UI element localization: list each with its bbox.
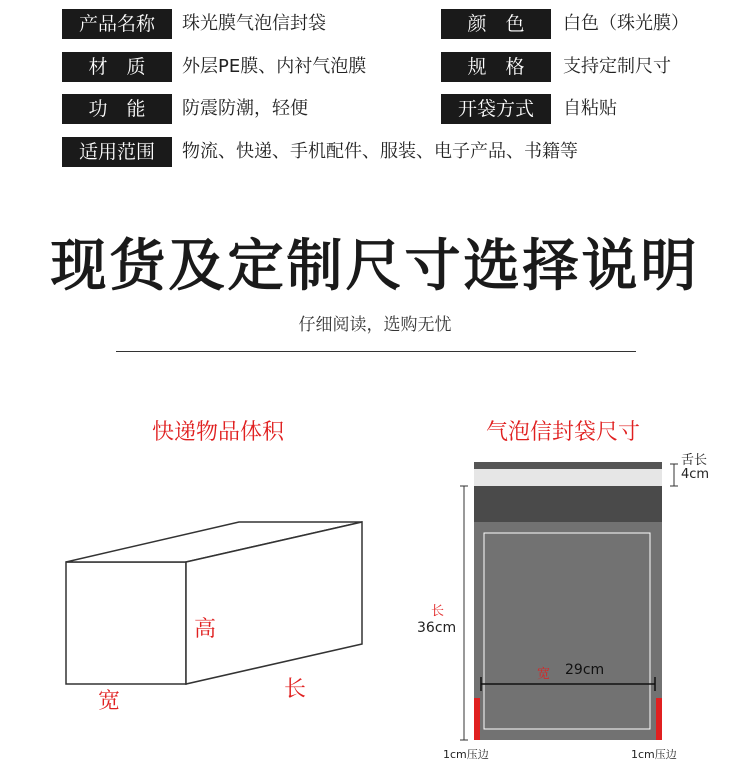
seam-left-label: 1cm压边 bbox=[443, 748, 489, 761]
box-width-label: 宽 bbox=[98, 689, 121, 714]
bag-section-title: 气泡信封袋尺寸 bbox=[486, 420, 641, 445]
seam-mark-left bbox=[474, 698, 480, 740]
spec-value-scope: 物流、快递、手机配件、服装、电子产品、书籍等 bbox=[182, 141, 578, 162]
bag-body bbox=[474, 522, 662, 740]
spec-label-function: 功 能 bbox=[62, 94, 172, 124]
envelope-bag-illustration bbox=[474, 462, 662, 740]
spec-value-material: 外层PE膜、内衬气泡膜 bbox=[182, 56, 367, 77]
box-section-title: 快递物品体积 bbox=[152, 420, 285, 445]
length-dimension-line bbox=[460, 486, 468, 740]
width-label: 宽 bbox=[537, 667, 551, 682]
spec-value-opening: 自粘贴 bbox=[563, 98, 617, 119]
length-value: 36cm bbox=[417, 620, 457, 636]
flap-dimension-line bbox=[670, 464, 678, 486]
seam-right-label: 1cm压边 bbox=[631, 748, 677, 761]
spec-label-color: 颜 色 bbox=[441, 9, 551, 39]
width-value: 29cm bbox=[565, 662, 605, 678]
spec-value-size: 支持定制尺寸 bbox=[563, 56, 671, 77]
spec-label-name: 产品名称 bbox=[62, 9, 172, 39]
length-label: 长 bbox=[431, 604, 445, 619]
box-length-label: 长 bbox=[284, 677, 307, 702]
spec-label-scope: 适用范围 bbox=[62, 137, 172, 167]
bag-flap-light bbox=[474, 469, 662, 486]
bag-flap-strip bbox=[474, 462, 662, 469]
bag-top-band bbox=[474, 486, 662, 522]
seam-mark-right bbox=[656, 698, 662, 740]
page-title: 现货及定制尺寸选择说明 bbox=[50, 234, 700, 299]
box-front-face bbox=[66, 562, 186, 684]
spec-value-color: 白色（珠光膜） bbox=[563, 13, 689, 34]
spec-label-size: 规 格 bbox=[441, 52, 551, 82]
spec-label-opening: 开袋方式 bbox=[441, 94, 551, 124]
page-subtitle: 仔细阅读，选购无忧 bbox=[298, 315, 452, 335]
spec-label-material: 材 质 bbox=[62, 52, 172, 82]
flap-value: 4cm bbox=[681, 467, 710, 482]
spec-value-name: 珠光膜气泡信封袋 bbox=[182, 13, 326, 34]
package-box-illustration bbox=[66, 522, 362, 684]
spec-value-function: 防震防潮，轻便 bbox=[182, 98, 308, 119]
flap-label: 舌长 bbox=[681, 453, 708, 468]
box-height-label: 高 bbox=[194, 617, 217, 642]
